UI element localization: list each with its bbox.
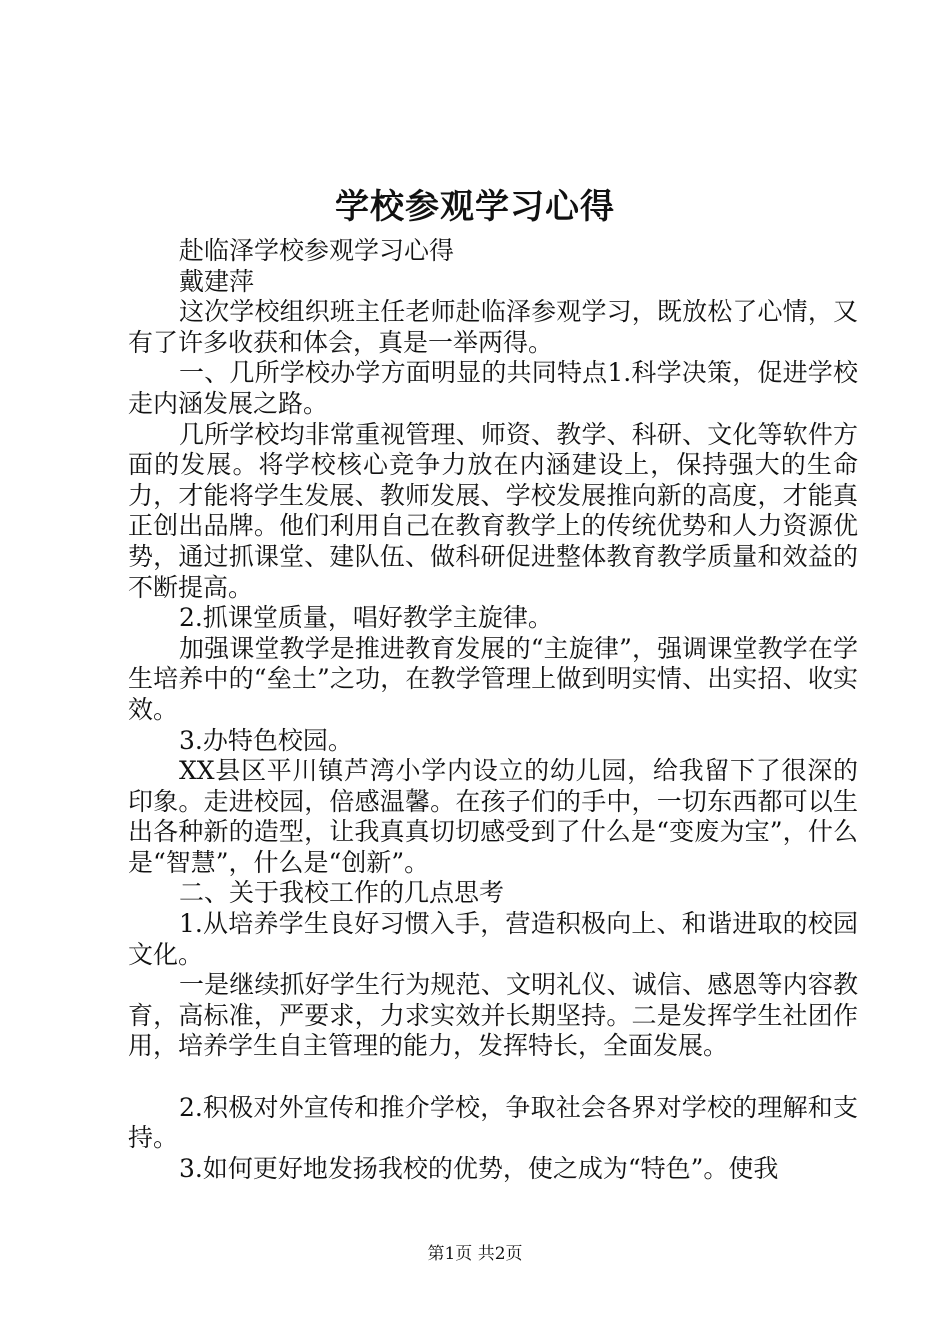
body-paragraph: 加强课堂教学是推进教育发展的“主旋律”，强调课堂教学在学生培养中的“垒土”之功，在教学管理上做到明实情、出实招、收实效。	[128, 633, 858, 724]
body-paragraph: 1.从培养学生良好习惯入手，营造积极向上、和谐进取的校园文化。	[128, 909, 858, 969]
body-paragraph: 一是继续抓好学生行为规范、文明礼仪、诚信、感恩等内容教育，高标准，严要求，力求实效并长期坚持。二是发挥学生社团作用，培养学生自主管理的能力，发挥特长，全面发展。	[128, 970, 858, 1061]
document-body	[128, 236, 858, 1184]
subtitle-paragraph: 赴临泽学校参观学习心得	[179, 236, 455, 265]
body-paragraph: 这次学校组织班主任老师赴临泽参观学习，既放松了心情，又有了许多收获和体会，真是一举两得。	[128, 297, 858, 357]
document-title: 学校参观学习心得	[335, 187, 615, 227]
section-heading-1: 一、几所学校办学方面明显的共同特点1.科学决策，促进学校走内涵发展之路。	[128, 358, 858, 418]
subheading-paragraph: 2.抓课堂质量，唱好教学主旋律。	[179, 603, 553, 633]
section-heading-2: 二、关于我校工作的几点思考	[179, 878, 505, 908]
body-paragraph: 2.积极对外宣传和推介学校，争取社会各界对学校的理解和支持。	[128, 1092, 858, 1153]
subheading-paragraph: 3.办特色校园。	[179, 725, 353, 755]
body-paragraph: 3.如何更好地发扬我校的优势，使之成为“特色”。使我	[179, 1153, 779, 1183]
page-footer: 第1页 共2页	[427, 1244, 523, 1264]
body-paragraph: 几所学校均非常重视管理、师资、教学、科研、文化等软件方面的发展。将学校核心竞争力放在内涵建设上，保持强大的生命力，才能将学生发展、教师发展、学校发展推向新的高度，才能真正创出品牌。他们利用自己在教育教学上的传统优势和人力资源优势，通过抓课堂、建队伍、做科研促进整体教育教学质量和效益的不断提高。	[128, 419, 858, 602]
body-paragraph: XX县区平川镇芦湾小学内设立的幼儿园，给我留下了很深的印象。走进校园，倍感温馨。在孩子们的手中，一切东西都可以生出各种新的造型，让我真真切切感受到了什么是“变废为宝”，什么是“智慧”，什么是“创新”。	[128, 756, 858, 877]
author-paragraph: 戴建萍	[179, 266, 255, 296]
